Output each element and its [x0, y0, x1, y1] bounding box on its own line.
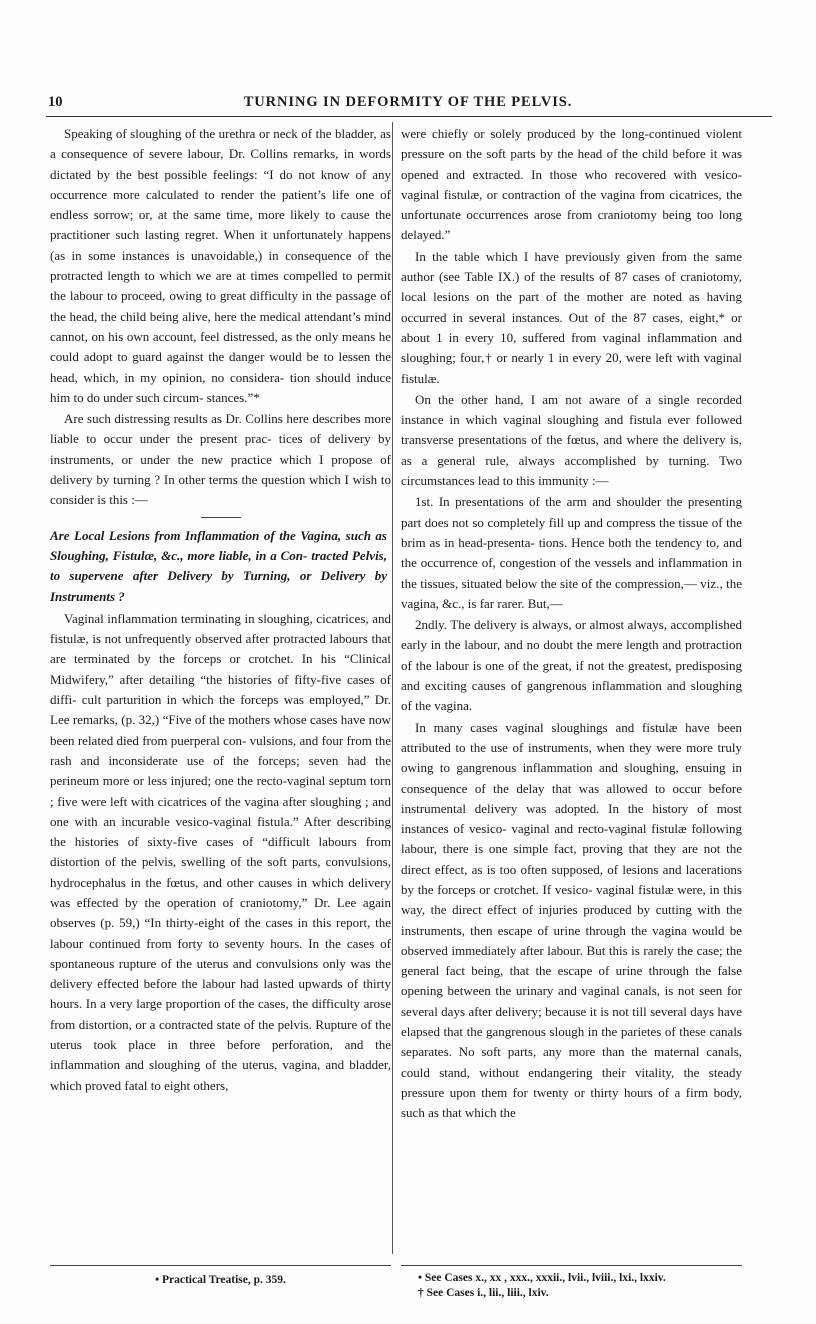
- footnote: † See Cases i., lii., liii., lxiv.: [418, 1287, 549, 1299]
- footnote: • See Cases x., xx , xxx., xxxii., lvii., lviii., lxi., lxxiv.: [418, 1272, 666, 1284]
- section-heading: Are Local Lesions from Inflammation of the Vagina, such as Sloughing, Fistulæ, &c., more liable, in a Con- tracted Pelvis, to supervene after Delivery by Turning, or Delivery by Instruments ?: [50, 527, 387, 604]
- paragraph: 2ndly. The delivery is always, or almost always, accomplished early in the labour, and no doubt the mere length and protraction of the labour is one of the great, if not the greatest, predisposing and exciting causes of gangrenous inflammation and sloughing of the vagina.: [401, 617, 742, 714]
- running-title: TURNING IN DEFORMITY OF THE PELVIS.: [243, 94, 573, 110]
- footnote-rule: [401, 1265, 742, 1266]
- footnote-rule: [50, 1265, 391, 1266]
- right-column: [401, 124, 742, 1125]
- section-divider: [201, 517, 241, 518]
- paragraph: Are such distressing results as Dr. Collins here describes more liable to occur under the present prac- tices of delivery by instruments, or under the new practice which I propose of delivery by turning ? In other terms the question which I wish to consider is this :—: [50, 411, 391, 508]
- page-number: 10: [48, 94, 63, 110]
- paragraph: On the other hand, I am not aware of a single recorded instance in which vaginal sloughing and fistula ever followed transverse presentations of the fœtus, and where the delivery is, as a general rule, always accomplished by turning. Two circumstances lead to this immunity :—: [401, 391, 742, 489]
- paragraph: In many cases vaginal sloughings and fistulæ have been attributed to the use of instruments, when they were more truly owing to gangrenous inflammation and sloughing, ensuing in consequence of the delay that was allowed to occur before instrumental delivery was adopted. In the history of most instances of vesico- vaginal and recto-vaginal fistulæ following labour, there is one simple fact, proving that they are not the direct effect, as is too often supposed, of lesions and lacerations by the forceps or crotchet. If vesico- vaginal fistulæ were, in this way, the direct effect of injuries produced by cutting with the instruments, then escape of urine through the vagina would be observed immediately after labour. But this is rarely the case; the general fact being, that the escape of urine through the false opening between the urinary and vaginal canals, is not seen for several days after delivery; because it is not till several days have elapsed that the gangrenous slough in the parietes of these canals separates. No soft parts, any more than the maternal canals, could stand, without endangering their vitality, the steady pressure upon them for twenty or thirty hours of a firm body, such as that which the: [401, 719, 742, 1121]
- paragraph: were chiefly or solely produced by the long-continued violent pressure on the soft parts by the head of the child before it was opened and extracted. In those who recovered with vesico-vaginal fistulæ, or contraction of the vagina from cicatrices, the unfortunate occurrences arose from craniotomy being too long delayed.”: [401, 126, 742, 243]
- paragraph: Vaginal inflammation terminating in sloughing, cicatrices, and fistulæ, is not unfrequently observed after protracted labours that are terminated by the forceps or crotchet. In his “Clinical Midwifery,” after detailing “the histories of fifty-five cases of diffi- cult parturition in which the forceps was employed,” Dr. Lee remarks, (p. 32,) “Five of the mothers whose cases have now been related died from puerperal con- vulsions, and four from the rash and inconsiderate use of the forceps; seven had the perineum more or less injured; one the recto-vaginal septum torn ; five were left with cicatrices of the vagina after sloughing ; and one with an incurable vesico-vaginal fistula.” After describing the histories of sixty-five cases of “difficult labours from distortion of the pelvis, swelling of the soft parts, convulsions, hydrocephalus in the fœtus, and other causes in which delivery was effected by the operation of craniotomy,” Dr. Lee again observes (p. 59,) “In thirty-eight of the cases in this report, the labour continued from forty to seventy hours. In the cases of spontaneous rupture of the uterus and convulsions only was the delivery effected before the labour had lasted upwards of thirty hours. In a very large proportion of the cases, the difficulty arose from distortion, or a contracted state of the pelvis. Rupture of the uterus took place in three before perforation, and the inflammation and sloughing of the uterus, vagina, and bladder, which proved fatal to eight others,: [50, 610, 391, 1093]
- footnote: • Practical Treatise, p. 359.: [155, 1274, 286, 1286]
- column-divider: [392, 122, 393, 1254]
- left-column: [50, 124, 391, 1097]
- header-rule: [46, 116, 772, 117]
- paragraph: 1st. In presentations of the arm and shoulder the presenting part does not so completely fill up and compress the tissue of the brim as in head-presenta- tions. Hence both the tendency to, and the occurrence of, congestion of the vessels and inflammation in the tissues, situated below the site of the compression,— viz., the vagina, &c., is far rarer. But,—: [401, 494, 742, 611]
- paragraph: Speaking of sloughing of the urethra or neck of the bladder, as a consequence of severe labour, Dr. Collins remarks, in words dictated by the best possible feelings: “I do not know of any occurrence more calculated to render the patient’s life one of endless sorrow; or, at the same time, more likely to cause the practitioner such lasting regret. When it unfortunately happens (as in some instances is unavoidable,) in consequence of the protracted length to which we are at times compelled to permit the labour to proceed, owing to great difficulty in the passage of the head, the child being alive, here the medical attendant’s mind cannot, on his own account, feel distressed, as the only means he could adopt to guard against the danger would be to lessen the head, which, in my opinion, no considera- tion should induce him to do under such circum- stances.”*: [50, 126, 391, 405]
- paragraph: In the table which I have previously given from the same author (see Table IX.) of the results of 87 cases of craniotomy, local lesions on the part of the mother are noted as having occurred in several instances. Out of the 87 cases, eight,* or about 1 in every 10, suffered from vaginal inflammation and sloughing; four,† or nearly 1 in every 20, were left with vaginal fistulæ.: [401, 248, 742, 386]
